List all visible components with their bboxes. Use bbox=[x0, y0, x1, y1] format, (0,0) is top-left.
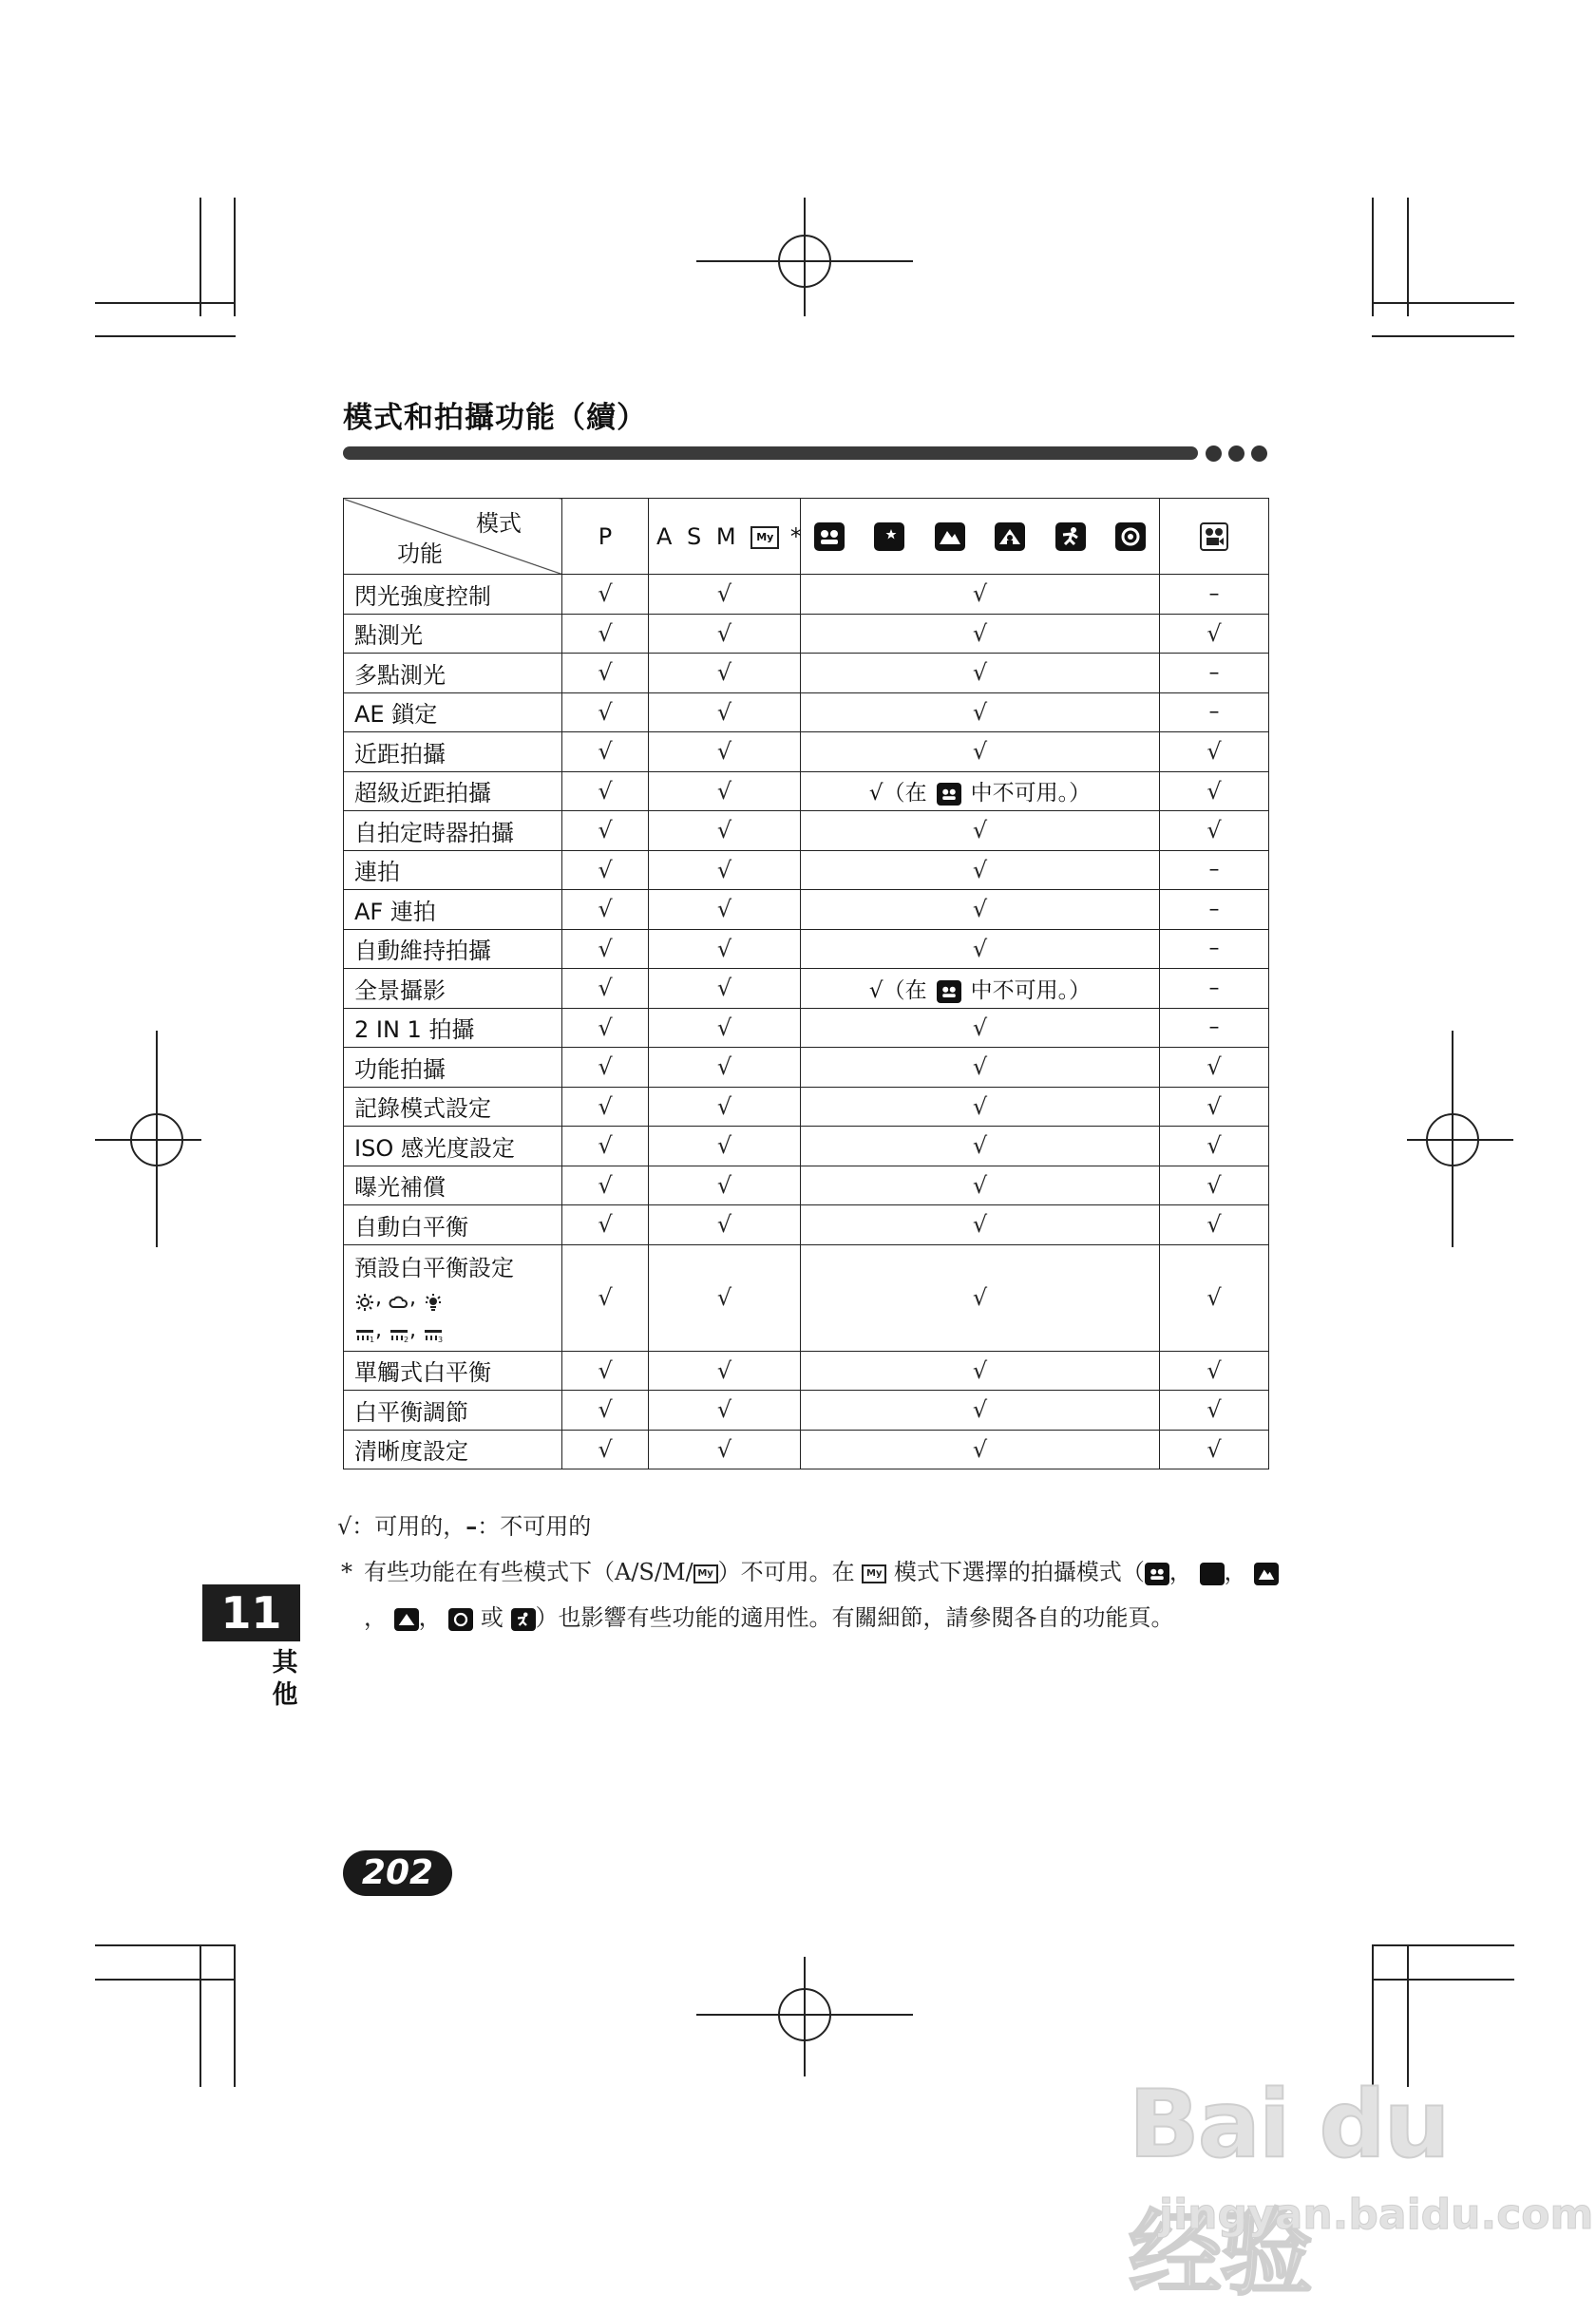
function-name: 功能拍攝 bbox=[354, 1055, 446, 1083]
asm-cell: √ bbox=[649, 1430, 801, 1469]
function-name: 預設白平衡設定 bbox=[354, 1254, 514, 1281]
table-header-row bbox=[344, 499, 1269, 575]
svg-text:2: 2 bbox=[404, 1335, 409, 1344]
scene-cell: √ bbox=[801, 1166, 1160, 1205]
table-row bbox=[344, 1351, 1269, 1391]
function-name: 近距拍攝 bbox=[354, 740, 446, 768]
tungsten-icon bbox=[423, 1290, 444, 1307]
asm-cell: √ bbox=[649, 732, 801, 772]
note-comma: ， bbox=[418, 1604, 442, 1631]
function-cell bbox=[344, 850, 562, 890]
registration-circle bbox=[778, 235, 831, 288]
note-text-1: 有些功能在有些模式下（A/S/M/ bbox=[364, 1559, 694, 1585]
scene-cell bbox=[801, 771, 1160, 811]
scene-cell bbox=[801, 969, 1160, 1009]
table-row bbox=[344, 1127, 1269, 1166]
scene-cell: √ bbox=[801, 1391, 1160, 1431]
movie-cell: √ bbox=[1160, 1244, 1269, 1351]
asm-cell: √ bbox=[649, 1391, 801, 1431]
crop-mark bbox=[1372, 1944, 1514, 1946]
movie-cell: – bbox=[1160, 969, 1269, 1009]
note-text-2: ）不可用。在 bbox=[717, 1559, 855, 1585]
p-cell: √ bbox=[562, 654, 649, 693]
scene-cell: √ bbox=[801, 1244, 1160, 1351]
scene-cell: √ bbox=[801, 1430, 1160, 1469]
asm-cell: √ bbox=[649, 1048, 801, 1088]
sunny-icon bbox=[354, 1290, 375, 1307]
table-row bbox=[344, 1244, 1269, 1351]
movie-cell: √ bbox=[1160, 1430, 1269, 1469]
page-number: 202 bbox=[343, 1850, 452, 1896]
legend-dash: – bbox=[466, 1512, 478, 1540]
registration-circle bbox=[130, 1113, 183, 1166]
crop-mark bbox=[234, 198, 236, 316]
legend-available: ：可用的， bbox=[352, 1513, 466, 1540]
function-name: 點測光 bbox=[354, 622, 423, 650]
header-asm bbox=[649, 499, 806, 575]
movie-cell: – bbox=[1160, 1008, 1269, 1048]
myset-icon: My bbox=[862, 1564, 886, 1583]
fluorescent-2-icon bbox=[389, 1322, 409, 1344]
scene-cell: √ bbox=[801, 575, 1160, 615]
scene-cell: √ bbox=[801, 654, 1160, 693]
crop-mark bbox=[200, 198, 201, 316]
movie-cell: √ bbox=[1160, 1048, 1269, 1088]
table-row bbox=[344, 1430, 1269, 1469]
crop-mark bbox=[1407, 1944, 1409, 2087]
portrait-icon bbox=[814, 522, 845, 551]
movie-cell: – bbox=[1160, 692, 1269, 732]
crop-mark bbox=[95, 335, 236, 337]
p-cell: √ bbox=[562, 1166, 649, 1205]
scene-availability: √（在 bbox=[868, 781, 927, 806]
scene-availability: √（在 bbox=[868, 977, 927, 1003]
scene-cell: √ bbox=[801, 1205, 1160, 1245]
header-p: P bbox=[562, 499, 649, 575]
scene-cell: √ bbox=[801, 692, 1160, 732]
title-rule bbox=[343, 446, 1198, 460]
crop-mark bbox=[1372, 1979, 1514, 1981]
table-row bbox=[344, 1048, 1269, 1088]
movie-cell: – bbox=[1160, 890, 1269, 930]
asm-cell: √ bbox=[649, 692, 801, 732]
scene-cell: √ bbox=[801, 614, 1160, 654]
p-cell: √ bbox=[562, 1351, 649, 1391]
scene-cell: √ bbox=[801, 850, 1160, 890]
crop-mark bbox=[234, 1944, 236, 2087]
function-label: 功能 bbox=[397, 540, 443, 567]
table-row bbox=[344, 771, 1269, 811]
function-name: 自動維持拍攝 bbox=[354, 938, 491, 965]
table-row bbox=[344, 1008, 1269, 1048]
note-or: 或 bbox=[480, 1604, 504, 1631]
note-comma: ， bbox=[1224, 1559, 1247, 1585]
crop-mark bbox=[1372, 302, 1514, 304]
scene-cell: √ bbox=[801, 1087, 1160, 1127]
p-cell: √ bbox=[562, 1048, 649, 1088]
p-cell: √ bbox=[562, 614, 649, 654]
crop-mark bbox=[95, 1979, 236, 1981]
movie-cell: √ bbox=[1160, 1127, 1269, 1166]
myset-icon: My bbox=[694, 1564, 718, 1583]
legend-unavailable: ：不可用的 bbox=[477, 1513, 592, 1540]
self-portrait-icon bbox=[448, 1608, 473, 1631]
movie-cell: √ bbox=[1160, 732, 1269, 772]
function-name: 超級近距拍攝 bbox=[354, 780, 491, 807]
movie-cell: √ bbox=[1160, 771, 1269, 811]
p-cell: √ bbox=[562, 1244, 649, 1351]
function-cell bbox=[344, 1205, 562, 1245]
function-name: 連拍 bbox=[354, 859, 400, 886]
portrait-icon bbox=[937, 783, 961, 806]
note-comma: ， bbox=[364, 1604, 387, 1631]
function-cell bbox=[344, 692, 562, 732]
note-text-3: 模式下選擇的拍攝模式（ bbox=[893, 1559, 1145, 1585]
scene-cell: √ bbox=[801, 811, 1160, 851]
table-row bbox=[344, 890, 1269, 930]
movie-cell: – bbox=[1160, 575, 1269, 615]
self-portrait-icon bbox=[1115, 522, 1146, 551]
asm-cell: √ bbox=[649, 771, 801, 811]
table-row bbox=[344, 654, 1269, 693]
movie-cell: √ bbox=[1160, 614, 1269, 654]
asm-cell: √ bbox=[649, 1166, 801, 1205]
function-name: 2 IN 1 拍攝 bbox=[354, 1016, 475, 1044]
function-name: 自拍定時器拍攝 bbox=[354, 819, 514, 846]
asm-cell: √ bbox=[649, 1127, 801, 1166]
p-cell: √ bbox=[562, 969, 649, 1009]
function-cell bbox=[344, 732, 562, 772]
scene-cell: √ bbox=[801, 1048, 1160, 1088]
asm-label: A S M bbox=[656, 522, 740, 550]
scene-availability-note: 中不可用。） bbox=[970, 977, 1092, 1003]
function-name: AF 連拍 bbox=[354, 898, 436, 925]
title-rule-dot bbox=[1206, 446, 1222, 462]
asm-cell: √ bbox=[649, 969, 801, 1009]
note-asterisk: * bbox=[341, 1559, 352, 1585]
function-name: 曝光補償 bbox=[354, 1174, 446, 1202]
movie-cell: √ bbox=[1160, 811, 1269, 851]
function-cell bbox=[344, 654, 562, 693]
wb-icon-line: 1 , 2 , 3 bbox=[354, 1315, 561, 1347]
watermark bbox=[1129, 2071, 1594, 2308]
movie-cell: √ bbox=[1160, 1166, 1269, 1205]
scene-cell: √ bbox=[801, 1351, 1160, 1391]
crop-mark bbox=[1372, 198, 1374, 316]
asm-cell: √ bbox=[649, 654, 801, 693]
header-movie bbox=[1160, 499, 1269, 575]
landscape-portrait-icon bbox=[394, 1608, 419, 1631]
note-comma: ， bbox=[1168, 1559, 1192, 1585]
movie-cell: √ bbox=[1160, 1205, 1269, 1245]
footnotes bbox=[337, 1504, 1287, 1640]
watermark-brand: Bai du 经验 bbox=[1129, 2071, 1449, 2308]
mode-label: 模式 bbox=[476, 510, 522, 537]
table-row bbox=[344, 614, 1269, 654]
function-cell bbox=[344, 969, 562, 1009]
fluorescent-1-icon bbox=[354, 1322, 375, 1344]
table-row bbox=[344, 1087, 1269, 1127]
p-cell: √ bbox=[562, 1087, 649, 1127]
function-cell bbox=[344, 1391, 562, 1431]
asm-cell: √ bbox=[649, 575, 801, 615]
function-cell bbox=[344, 575, 562, 615]
crop-mark bbox=[200, 1944, 201, 2087]
header-scene-modes bbox=[801, 499, 1160, 575]
function-name: AE 鎖定 bbox=[354, 701, 438, 729]
asm-cell: √ bbox=[649, 850, 801, 890]
asm-cell: √ bbox=[649, 1351, 801, 1391]
p-cell: √ bbox=[562, 1430, 649, 1469]
asm-cell: √ bbox=[649, 1244, 801, 1351]
p-cell: √ bbox=[562, 575, 649, 615]
crop-mark bbox=[1372, 335, 1514, 337]
function-cell bbox=[344, 1087, 562, 1127]
table-row bbox=[344, 969, 1269, 1009]
function-cell bbox=[344, 1166, 562, 1205]
movie-cell: – bbox=[1160, 850, 1269, 890]
mode-function-table bbox=[343, 498, 1269, 1469]
function-name: 多點測光 bbox=[354, 661, 446, 689]
function-cell bbox=[344, 1430, 562, 1469]
fluorescent-3-icon bbox=[423, 1322, 444, 1344]
function-name: 閃光強度控制 bbox=[354, 582, 491, 610]
asm-cell: √ bbox=[649, 1205, 801, 1245]
function-cell bbox=[344, 1008, 562, 1048]
function-cell bbox=[344, 614, 562, 654]
chapter-name: 其他 bbox=[272, 1648, 298, 1710]
movie-cell: – bbox=[1160, 929, 1269, 969]
sport-icon bbox=[511, 1608, 536, 1631]
table-row bbox=[344, 1205, 1269, 1245]
function-name: 白平衡調節 bbox=[354, 1398, 468, 1426]
night-scene-icon bbox=[874, 522, 904, 551]
p-cell: √ bbox=[562, 890, 649, 930]
myset-icon: My bbox=[750, 526, 779, 549]
p-cell: √ bbox=[562, 1205, 649, 1245]
table-row bbox=[344, 1391, 1269, 1431]
scene-availability-note: 中不可用。） bbox=[970, 781, 1092, 806]
registration-circle bbox=[778, 1988, 831, 2041]
title-rule-dot bbox=[1251, 446, 1267, 462]
table-row bbox=[344, 732, 1269, 772]
chapter-number: 11 bbox=[202, 1584, 300, 1641]
table-row bbox=[344, 929, 1269, 969]
legend-check: √ bbox=[337, 1513, 352, 1540]
crop-mark bbox=[1372, 1944, 1374, 2087]
sport-icon bbox=[1055, 522, 1086, 551]
night-scene-icon bbox=[1200, 1563, 1225, 1585]
registration-circle bbox=[1426, 1113, 1479, 1166]
function-cell bbox=[344, 1351, 562, 1391]
asm-asterisk: * bbox=[789, 522, 806, 550]
function-cell bbox=[344, 1127, 562, 1166]
cloudy-icon bbox=[389, 1290, 409, 1307]
scene-cell: √ bbox=[801, 890, 1160, 930]
scene-cell: √ bbox=[801, 1127, 1160, 1166]
function-cell bbox=[344, 1244, 562, 1351]
function-cell bbox=[344, 890, 562, 930]
asm-cell: √ bbox=[649, 929, 801, 969]
scene-cell: √ bbox=[801, 1008, 1160, 1048]
asm-cell: √ bbox=[649, 1087, 801, 1127]
table-row bbox=[344, 1166, 1269, 1205]
movie-icon bbox=[1200, 522, 1228, 551]
p-cell: √ bbox=[562, 732, 649, 772]
function-name: 記錄模式設定 bbox=[354, 1095, 491, 1123]
crop-mark bbox=[1407, 198, 1409, 316]
landscape-icon bbox=[935, 522, 965, 551]
function-cell bbox=[344, 771, 562, 811]
p-cell: √ bbox=[562, 929, 649, 969]
scene-cell: √ bbox=[801, 732, 1160, 772]
asm-cell: √ bbox=[649, 1008, 801, 1048]
asm-cell: √ bbox=[649, 614, 801, 654]
table-row bbox=[344, 850, 1269, 890]
p-cell: √ bbox=[562, 850, 649, 890]
p-cell: √ bbox=[562, 771, 649, 811]
function-name: 清晰度設定 bbox=[354, 1438, 468, 1466]
svg-text:1: 1 bbox=[370, 1335, 375, 1344]
p-cell: √ bbox=[562, 1008, 649, 1048]
table-row bbox=[344, 575, 1269, 615]
legend-line bbox=[337, 1504, 1287, 1549]
scene-cell: √ bbox=[801, 929, 1160, 969]
p-cell: √ bbox=[562, 692, 649, 732]
asm-cell: √ bbox=[649, 890, 801, 930]
table-row bbox=[344, 692, 1269, 732]
crop-mark bbox=[95, 302, 236, 304]
portrait-icon bbox=[1145, 1563, 1169, 1585]
title-rule-dot bbox=[1228, 446, 1244, 462]
movie-cell: – bbox=[1160, 654, 1269, 693]
note-text-6: ）也影響有些功能的適用性。有關細節，請參閱各自的功能頁。 bbox=[535, 1604, 1174, 1631]
landscape-portrait-icon bbox=[995, 522, 1025, 551]
movie-cell: √ bbox=[1160, 1087, 1269, 1127]
movie-cell: √ bbox=[1160, 1391, 1269, 1431]
p-cell: √ bbox=[562, 811, 649, 851]
movie-cell: √ bbox=[1160, 1351, 1269, 1391]
function-cell bbox=[344, 811, 562, 851]
function-name: 自動白平衡 bbox=[354, 1213, 468, 1241]
asm-cell: √ bbox=[649, 811, 801, 851]
landscape-icon bbox=[1254, 1563, 1279, 1585]
function-name: 全景攝影 bbox=[354, 976, 446, 1004]
p-cell: √ bbox=[562, 1391, 649, 1431]
asterisk-note bbox=[337, 1549, 1287, 1640]
function-name: ISO 感光度設定 bbox=[354, 1134, 515, 1162]
function-cell bbox=[344, 929, 562, 969]
watermark-url: jingyan.baidu.com bbox=[1159, 2190, 1594, 2239]
function-cell bbox=[344, 1048, 562, 1088]
header-corner-cell bbox=[344, 499, 562, 575]
function-name: 單觸式白平衡 bbox=[354, 1359, 491, 1387]
wb-icon-line: , , bbox=[354, 1282, 561, 1315]
crop-mark bbox=[95, 1944, 236, 1946]
p-cell: √ bbox=[562, 1127, 649, 1166]
table-row bbox=[344, 811, 1269, 851]
portrait-icon bbox=[937, 980, 961, 1003]
svg-text:3: 3 bbox=[438, 1335, 444, 1344]
page-title: 模式和拍攝功能（續） bbox=[343, 401, 647, 435]
